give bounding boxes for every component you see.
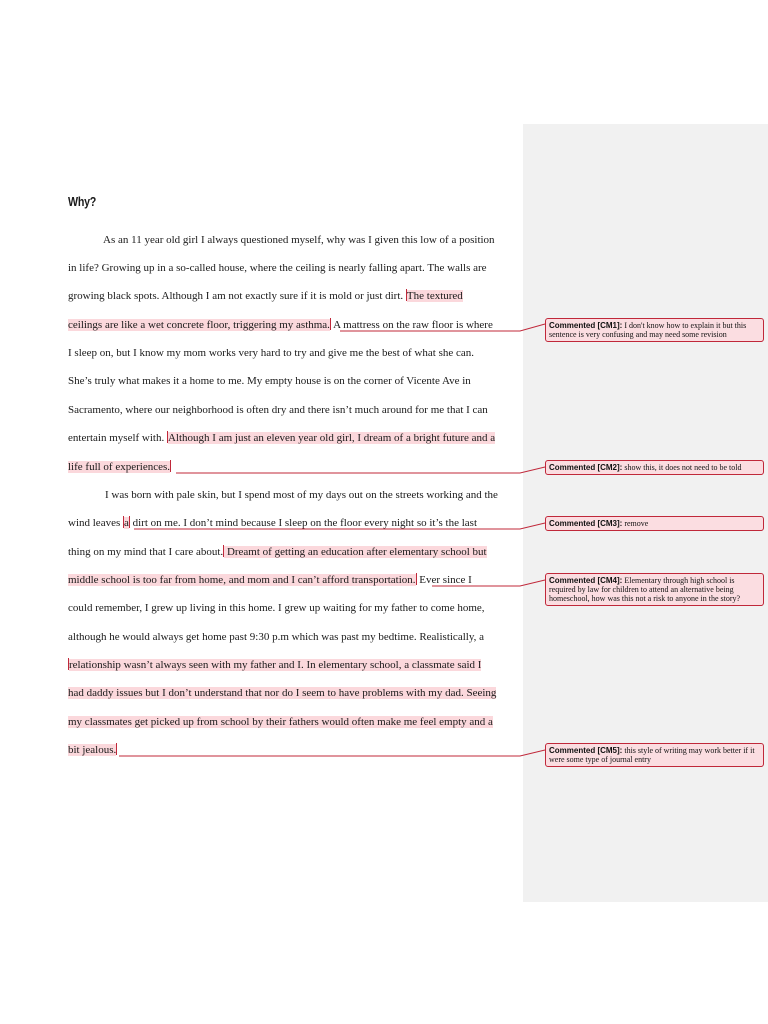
comment-anchor-marker: [170, 460, 171, 472]
text-span: She’s truly what makes it a home to me. My empty house is on the corner of Vicente Ave in: [68, 375, 471, 387]
text-span: A mattress on the raw floor is where: [330, 319, 493, 331]
text-span: entertain myself with.: [68, 432, 167, 444]
text-span: growing black spots. Although I am not exactly sure if it is mold or just dirt.: [68, 290, 406, 302]
comment-label: Commented [CM3]:: [549, 519, 623, 528]
commented-text-span: had daddy issues but I don’t understand that nor do I seem to have problems with my dad. Seeing: [68, 687, 497, 699]
text-span: I sleep on, but I know my mom works very hard to try and give me the best of what she can.: [68, 347, 474, 359]
body-line: [68, 601, 485, 615]
body-line: [68, 658, 481, 672]
comment-text: remove: [624, 519, 649, 528]
text-span: As an 11 year old girl I always questioned myself, why was I given this low of a position: [103, 234, 495, 246]
comment-balloon-cm3[interactable]: [545, 516, 764, 531]
document-title: Why?: [68, 194, 97, 209]
commented-text-span: relationship wasn’t always seen with my father and I. In elementary school, a classmate said I: [69, 659, 482, 671]
comment-balloon-cm4[interactable]: [545, 573, 764, 606]
text-span: wind leaves: [68, 517, 123, 529]
commented-text-span: my classmates get picked up from school by their fathers would often make me feel empty and a: [68, 716, 493, 728]
commented-text-span: life full of experiences.: [68, 461, 171, 473]
commented-text-span: The textured: [406, 290, 463, 302]
comment-label: Commented [CM5]:: [549, 746, 623, 755]
comment-text: Elementary through high school is required by law for children to attend an alternative being homeschool, how was this not a risk to anyone in the story?: [549, 576, 741, 603]
comment-balloon-cm5[interactable]: [545, 743, 764, 767]
text-span: could remember, I grew up living in this home. I grew up waiting for my father to come home,: [68, 602, 485, 614]
body-line: [68, 743, 117, 757]
commented-text-span: ceilings are like a wet concrete floor, triggering my asthma.: [68, 319, 330, 331]
comment-label: Commented [CM2]:: [549, 463, 623, 472]
comment-text: show this, it does not need to be told: [624, 463, 742, 472]
commented-text-span: middle school is too far from home, and mom and I can’t afford transportation.: [68, 574, 416, 586]
comment-text: I don't know how to explain it but this sentence is very confusing and may need some revision: [549, 321, 747, 339]
comment-label: Commented [CM4]:: [549, 576, 623, 585]
body-line: [68, 346, 474, 360]
body-line: [68, 630, 484, 644]
text-span: although he would always get home past 9:30 p.m which was past my bedtime. Realistically, a: [68, 631, 484, 643]
text-span: dirt on me. I don’t mind because I sleep on the floor every night so it’s the last: [129, 517, 478, 529]
body-line: [68, 318, 493, 332]
comment-balloon-cm1[interactable]: [545, 318, 764, 342]
text-span: I was born with pale skin, but I spend most of my days out on the streets working and the: [105, 489, 498, 501]
body-line: [68, 516, 477, 530]
comment-anchor-marker: [116, 743, 117, 755]
commented-text-span: Dreamt of getting an education after elementary school but: [224, 546, 487, 558]
body-line: [68, 261, 487, 275]
body-line: [68, 403, 488, 417]
body-line: [103, 233, 495, 247]
commented-text-span: a: [123, 517, 129, 529]
comment-text: this style of writing may work better if it were some type of journal entry: [549, 746, 755, 764]
text-span: Ever since I: [416, 574, 472, 586]
body-line: [68, 374, 471, 388]
body-line: [68, 431, 495, 445]
leader-line-cm2: [176, 467, 545, 473]
body-line: [68, 460, 171, 474]
body-line: [68, 573, 472, 587]
commented-text-span: Although I am just an eleven year old girl, I dream of a bright future and a: [167, 432, 496, 444]
body-line: [68, 715, 493, 729]
text-span: thing on my mind that I care about.: [68, 546, 224, 558]
comment-margin-pane: [523, 124, 768, 902]
body-line: [68, 545, 487, 559]
text-span: Sacramento, where our neighborhood is often dry and there isn’t much around for me that I can: [68, 404, 488, 416]
text-span: in life? Growing up in a so-called house, where the ceiling is nearly falling apart. The walls are: [68, 262, 487, 274]
comment-balloon-cm2[interactable]: [545, 460, 764, 475]
commented-text-span: bit jealous.: [68, 744, 117, 756]
body-line: [68, 686, 496, 700]
body-line: [105, 488, 498, 502]
body-line: [68, 289, 463, 303]
comment-label: Commented [CM1]:: [549, 321, 623, 330]
leader-line-cm5: [119, 750, 545, 756]
